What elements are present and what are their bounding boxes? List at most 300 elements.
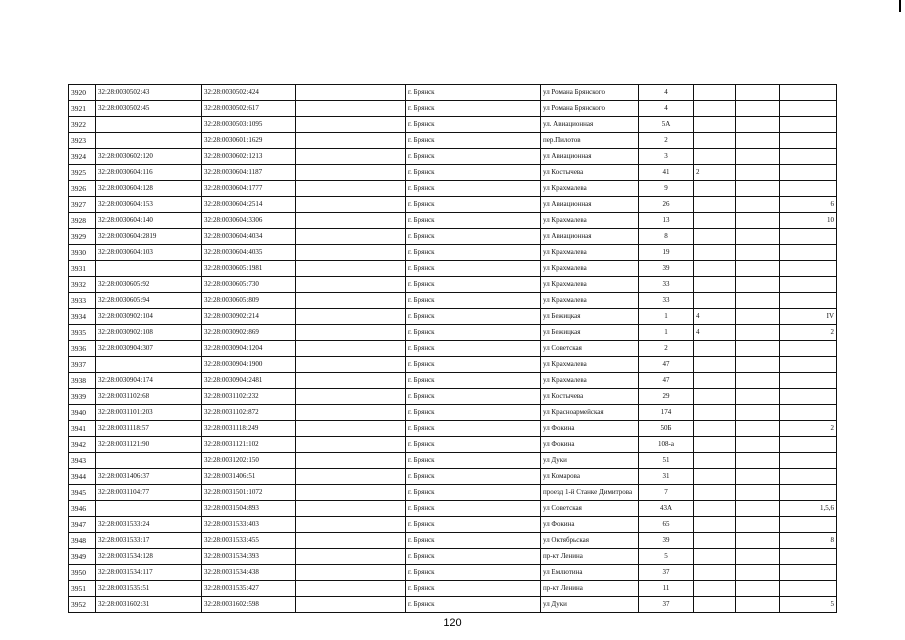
- house-number-cell: 4: [639, 101, 694, 117]
- room-cell: 6: [780, 197, 837, 213]
- row-number: 3923: [69, 133, 96, 149]
- street-cell: ул Крахмалева: [541, 277, 639, 293]
- apartment-cell: [736, 437, 780, 453]
- house-number-cell: 47: [639, 357, 694, 373]
- row-number: 3924: [69, 149, 96, 165]
- city-cell: г. Брянск: [406, 261, 541, 277]
- cadastral-number-building: 32:28:0030601:1629: [202, 133, 296, 149]
- house-number-cell: 11: [639, 581, 694, 597]
- blank-cell: [296, 325, 406, 341]
- city-cell: г. Брянск: [406, 245, 541, 261]
- row-number: 3943: [69, 453, 96, 469]
- city-cell: г. Брянск: [406, 213, 541, 229]
- street-cell: пр-кт Ленина: [541, 581, 639, 597]
- row-number: 3929: [69, 229, 96, 245]
- table-row: [69, 245, 837, 261]
- blank-cell: [296, 389, 406, 405]
- cadastral-number-land: 32:28:0031533:17: [96, 533, 202, 549]
- row-number: 3937: [69, 357, 96, 373]
- room-cell: IV: [780, 309, 837, 325]
- cadastral-number-land: [96, 133, 202, 149]
- apartment-cell: [736, 117, 780, 133]
- street-cell: ул Авиационная: [541, 149, 639, 165]
- house-number-cell: 8: [639, 229, 694, 245]
- row-number: 3938: [69, 373, 96, 389]
- city-cell: г. Брянск: [406, 517, 541, 533]
- room-cell: [780, 373, 837, 389]
- apartment-cell: [736, 213, 780, 229]
- house-number-cell: 43А: [639, 501, 694, 517]
- apartment-cell: [736, 293, 780, 309]
- cadastral-number-land: 32:28:0031101:203: [96, 405, 202, 421]
- apartment-cell: [736, 197, 780, 213]
- apartment-cell: [736, 341, 780, 357]
- city-cell: г. Брянск: [406, 565, 541, 581]
- blank-cell: [296, 213, 406, 229]
- street-cell: ул Емлютина: [541, 565, 639, 581]
- apartment-cell: [736, 389, 780, 405]
- house-number-cell: 29: [639, 389, 694, 405]
- street-cell: ул Костычева: [541, 165, 639, 181]
- house-number-cell: 41: [639, 165, 694, 181]
- row-number: 3925: [69, 165, 96, 181]
- table-row: [69, 85, 837, 101]
- building-cell: [694, 485, 736, 501]
- cadastral-number-land: 32:28:0030604:116: [96, 165, 202, 181]
- cadastral-number-building: 32:28:0031534:438: [202, 565, 296, 581]
- room-cell: [780, 277, 837, 293]
- apartment-cell: [736, 373, 780, 389]
- street-cell: ул Фокина: [541, 517, 639, 533]
- street-cell: ул Комарова: [541, 469, 639, 485]
- house-number-cell: 13: [639, 213, 694, 229]
- cadastral-number-land: 32:28:0031118:57: [96, 421, 202, 437]
- table-row: [69, 117, 837, 133]
- table-row: [69, 277, 837, 293]
- cadastral-number-land: 32:28:0030904:174: [96, 373, 202, 389]
- apartment-cell: [736, 485, 780, 501]
- city-cell: г. Брянск: [406, 533, 541, 549]
- house-number-cell: 33: [639, 293, 694, 309]
- cadastral-number-land: 32:28:0031533:24: [96, 517, 202, 533]
- house-number-cell: 5А: [639, 117, 694, 133]
- city-cell: г. Брянск: [406, 485, 541, 501]
- room-cell: [780, 261, 837, 277]
- room-cell: 10: [780, 213, 837, 229]
- cadastral-number-land: 32:28:0031121:90: [96, 437, 202, 453]
- cadastral-number-building: 32:28:0030604:4035: [202, 245, 296, 261]
- blank-cell: [296, 181, 406, 197]
- street-cell: ул Октябрьская: [541, 533, 639, 549]
- building-cell: [694, 181, 736, 197]
- row-number: 3942: [69, 437, 96, 453]
- apartment-cell: [736, 581, 780, 597]
- blank-cell: [296, 405, 406, 421]
- cadastral-number-building: 32:28:0031102:232: [202, 389, 296, 405]
- blank-cell: [296, 501, 406, 517]
- cadastral-number-land: 32:28:0030902:104: [96, 309, 202, 325]
- street-cell: ул. Авиационная: [541, 117, 639, 133]
- row-number: 3946: [69, 501, 96, 517]
- row-number: 3922: [69, 117, 96, 133]
- cadastral-number-land: 32:28:0030604:153: [96, 197, 202, 213]
- city-cell: г. Брянск: [406, 181, 541, 197]
- city-cell: г. Брянск: [406, 581, 541, 597]
- cadastral-number-building: 32:28:0030904:2481: [202, 373, 296, 389]
- row-number: 3932: [69, 277, 96, 293]
- house-number-cell: 4: [639, 85, 694, 101]
- room-cell: [780, 453, 837, 469]
- page-number: 120: [443, 617, 462, 629]
- table-row: [69, 229, 837, 245]
- table-row: [69, 261, 837, 277]
- row-number: 3950: [69, 565, 96, 581]
- building-cell: [694, 517, 736, 533]
- apartment-cell: [736, 549, 780, 565]
- blank-cell: [296, 85, 406, 101]
- row-number: 3920: [69, 85, 96, 101]
- house-number-cell: 2: [639, 133, 694, 149]
- row-number: 3934: [69, 309, 96, 325]
- table-row: [69, 181, 837, 197]
- cadastral-number-land: 32:28:0030604:103: [96, 245, 202, 261]
- city-cell: г. Брянск: [406, 373, 541, 389]
- city-cell: г. Брянск: [406, 341, 541, 357]
- cadastral-number-land: 32:28:0030605:94: [96, 293, 202, 309]
- cadastral-number-land: 32:28:0030605:92: [96, 277, 202, 293]
- house-number-cell: 2: [639, 341, 694, 357]
- room-cell: [780, 357, 837, 373]
- street-cell: ул Авиационная: [541, 229, 639, 245]
- row-number: 3948: [69, 533, 96, 549]
- city-cell: г. Брянск: [406, 309, 541, 325]
- table-row: [69, 357, 837, 373]
- apartment-cell: [736, 357, 780, 373]
- cadastral-number-building: 32:28:0030904:1900: [202, 357, 296, 373]
- street-cell: пер.Пилотов: [541, 133, 639, 149]
- street-cell: ул Авиационная: [541, 197, 639, 213]
- room-cell: [780, 549, 837, 565]
- room-cell: [780, 469, 837, 485]
- register-rows: [69, 85, 837, 613]
- house-number-cell: 3: [639, 149, 694, 165]
- cadastral-number-land: 32:28:0030502:45: [96, 101, 202, 117]
- building-cell: [694, 261, 736, 277]
- cadastral-number-building: 32:28:0030605:1981: [202, 261, 296, 277]
- table-row: [69, 517, 837, 533]
- cadastral-number-building: 32:28:0030604:2514: [202, 197, 296, 213]
- row-number: 3931: [69, 261, 96, 277]
- building-cell: [694, 405, 736, 421]
- city-cell: г. Брянск: [406, 549, 541, 565]
- house-number-cell: 19: [639, 245, 694, 261]
- room-cell: 2: [780, 421, 837, 437]
- city-cell: г. Брянск: [406, 197, 541, 213]
- blank-cell: [296, 245, 406, 261]
- building-cell: [694, 101, 736, 117]
- building-cell: [694, 549, 736, 565]
- city-cell: г. Брянск: [406, 437, 541, 453]
- blank-cell: [296, 453, 406, 469]
- street-cell: ул Фокина: [541, 437, 639, 453]
- table-row: [69, 325, 837, 341]
- room-cell: 8: [780, 533, 837, 549]
- cadastral-number-land: 32:28:0030602:120: [96, 149, 202, 165]
- blank-cell: [296, 357, 406, 373]
- cadastral-number-building: 32:28:0031406:51: [202, 469, 296, 485]
- street-cell: ул Советская: [541, 341, 639, 357]
- city-cell: г. Брянск: [406, 325, 541, 341]
- row-number: 3945: [69, 485, 96, 501]
- cadastral-number-land: [96, 357, 202, 373]
- row-number: 3936: [69, 341, 96, 357]
- street-cell: ул Крахмалева: [541, 357, 639, 373]
- table-row: [69, 389, 837, 405]
- room-cell: 2: [780, 325, 837, 341]
- room-cell: [780, 149, 837, 165]
- house-number-cell: 174: [639, 405, 694, 421]
- table-row: [69, 453, 837, 469]
- blank-cell: [296, 277, 406, 293]
- apartment-cell: [736, 229, 780, 245]
- blank-cell: [296, 117, 406, 133]
- street-cell: ул Крахмалева: [541, 245, 639, 261]
- city-cell: г. Брянск: [406, 469, 541, 485]
- street-cell: ул Крахмалева: [541, 213, 639, 229]
- row-number: 3947: [69, 517, 96, 533]
- blank-cell: [296, 549, 406, 565]
- cadastral-number-building: 32:28:0031504:893: [202, 501, 296, 517]
- blank-cell: [296, 469, 406, 485]
- table-row: [69, 149, 837, 165]
- city-cell: г. Брянск: [406, 293, 541, 309]
- table-row: [69, 165, 837, 181]
- row-number: 3921: [69, 101, 96, 117]
- street-cell: ул Советская: [541, 501, 639, 517]
- table-row: [69, 421, 837, 437]
- apartment-cell: [736, 469, 780, 485]
- cadastral-number-building: 32:28:0030502:424: [202, 85, 296, 101]
- cadastral-number-building: 32:28:0031533:455: [202, 533, 296, 549]
- cadastral-number-building: 32:28:0030904:1204: [202, 341, 296, 357]
- apartment-cell: [736, 405, 780, 421]
- blank-cell: [296, 197, 406, 213]
- apartment-cell: [736, 565, 780, 581]
- row-number: 3935: [69, 325, 96, 341]
- row-number: 3944: [69, 469, 96, 485]
- table-row: [69, 469, 837, 485]
- room-cell: [780, 165, 837, 181]
- building-cell: [694, 85, 736, 101]
- building-cell: 4: [694, 309, 736, 325]
- apartment-cell: [736, 533, 780, 549]
- building-cell: [694, 149, 736, 165]
- house-number-cell: 108-а: [639, 437, 694, 453]
- row-number: 3952: [69, 597, 96, 613]
- street-cell: ул Крахмалева: [541, 293, 639, 309]
- cadastral-number-land: 32:28:0030604:128: [96, 181, 202, 197]
- room-cell: [780, 245, 837, 261]
- blank-cell: [296, 309, 406, 325]
- cadastral-number-building: 32:28:0030605:730: [202, 277, 296, 293]
- apartment-cell: [736, 421, 780, 437]
- blank-cell: [296, 133, 406, 149]
- blank-cell: [296, 101, 406, 117]
- table-row: [69, 501, 837, 517]
- cadastral-number-building: 32:28:0030604:1777: [202, 181, 296, 197]
- cadastral-number-land: [96, 453, 202, 469]
- table-row: [69, 485, 837, 501]
- row-number: 3939: [69, 389, 96, 405]
- street-cell: ул Крахмалева: [541, 373, 639, 389]
- cadastral-number-building: 32:28:0030604:3306: [202, 213, 296, 229]
- house-number-cell: 33: [639, 277, 694, 293]
- street-cell: ул Крахмалева: [541, 181, 639, 197]
- building-cell: 4: [694, 325, 736, 341]
- apartment-cell: [736, 517, 780, 533]
- blank-cell: [296, 421, 406, 437]
- building-cell: [694, 357, 736, 373]
- table-row: [69, 309, 837, 325]
- house-number-cell: 47: [639, 373, 694, 389]
- cadastral-number-land: [96, 501, 202, 517]
- building-cell: [694, 565, 736, 581]
- row-number: 3928: [69, 213, 96, 229]
- table-row: [69, 101, 837, 117]
- apartment-cell: [736, 597, 780, 613]
- building-cell: [694, 437, 736, 453]
- table-row: [69, 437, 837, 453]
- table-row: [69, 581, 837, 597]
- building-cell: [694, 597, 736, 613]
- room-cell: [780, 581, 837, 597]
- city-cell: г. Брянск: [406, 597, 541, 613]
- house-number-cell: 1: [639, 309, 694, 325]
- room-cell: [780, 485, 837, 501]
- apartment-cell: [736, 101, 780, 117]
- city-cell: г. Брянск: [406, 85, 541, 101]
- building-cell: [694, 469, 736, 485]
- room-cell: 1,5,6: [780, 501, 837, 517]
- room-cell: [780, 101, 837, 117]
- room-cell: [780, 181, 837, 197]
- apartment-cell: [736, 325, 780, 341]
- city-cell: г. Брянск: [406, 405, 541, 421]
- house-number-cell: 26: [639, 197, 694, 213]
- room-cell: 5: [780, 597, 837, 613]
- cadastral-number-building: 32:28:0031121:102: [202, 437, 296, 453]
- room-cell: [780, 341, 837, 357]
- table-row: [69, 133, 837, 149]
- cadastral-number-land: 32:28:0031534:117: [96, 565, 202, 581]
- city-cell: г. Брянск: [406, 389, 541, 405]
- table-row: [69, 373, 837, 389]
- building-cell: 2: [694, 165, 736, 181]
- street-cell: пр-кт Ленина: [541, 549, 639, 565]
- blank-cell: [296, 485, 406, 501]
- city-cell: г. Брянск: [406, 229, 541, 245]
- cadastral-number-building: 32:28:0031202:150: [202, 453, 296, 469]
- cadastral-number-building: 32:28:0030604:1187: [202, 165, 296, 181]
- cadastral-number-building: 32:28:0031535:427: [202, 581, 296, 597]
- cadastral-number-building: 32:28:0030602:1213: [202, 149, 296, 165]
- apartment-cell: [736, 277, 780, 293]
- cadastral-number-land: 32:28:0030604:2819: [96, 229, 202, 245]
- cadastral-number-land: 32:28:0030604:140: [96, 213, 202, 229]
- table-row: [69, 597, 837, 613]
- street-cell: ул Дуки: [541, 453, 639, 469]
- apartment-cell: [736, 85, 780, 101]
- city-cell: г. Брянск: [406, 421, 541, 437]
- blank-cell: [296, 261, 406, 277]
- building-cell: [694, 133, 736, 149]
- apartment-cell: [736, 309, 780, 325]
- room-cell: [780, 517, 837, 533]
- building-cell: [694, 293, 736, 309]
- street-cell: ул Крахмалева: [541, 261, 639, 277]
- room-cell: [780, 133, 837, 149]
- row-number: 3930: [69, 245, 96, 261]
- apartment-cell: [736, 501, 780, 517]
- cadastral-number-building: 32:28:0031102:872: [202, 405, 296, 421]
- building-cell: [694, 197, 736, 213]
- cadastral-number-building: 32:28:0030902:869: [202, 325, 296, 341]
- house-number-cell: 50Б: [639, 421, 694, 437]
- blank-cell: [296, 581, 406, 597]
- cadastral-number-building: 32:28:0031501:1072: [202, 485, 296, 501]
- table-row: [69, 565, 837, 581]
- table-row: [69, 213, 837, 229]
- city-cell: г. Брянск: [406, 149, 541, 165]
- cadastral-number-land: 32:28:0030904:307: [96, 341, 202, 357]
- blank-cell: [296, 597, 406, 613]
- cadastral-number-land: 32:28:0031406:37: [96, 469, 202, 485]
- table-row: [69, 341, 837, 357]
- blank-cell: [296, 149, 406, 165]
- cadastral-number-building: 32:28:0031533:403: [202, 517, 296, 533]
- building-cell: [694, 453, 736, 469]
- blank-cell: [296, 533, 406, 549]
- house-number-cell: 65: [639, 517, 694, 533]
- building-cell: [694, 533, 736, 549]
- blank-cell: [296, 341, 406, 357]
- row-number: 3926: [69, 181, 96, 197]
- building-cell: [694, 373, 736, 389]
- row-number: 3949: [69, 549, 96, 565]
- house-number-cell: 1: [639, 325, 694, 341]
- apartment-cell: [736, 261, 780, 277]
- building-cell: [694, 213, 736, 229]
- room-cell: [780, 565, 837, 581]
- blank-cell: [296, 229, 406, 245]
- street-cell: ул Дуки: [541, 597, 639, 613]
- building-cell: [694, 341, 736, 357]
- street-cell: ул Костычева: [541, 389, 639, 405]
- cadastral-number-building: 32:28:0030503:1095: [202, 117, 296, 133]
- city-cell: г. Брянск: [406, 277, 541, 293]
- apartment-cell: [736, 165, 780, 181]
- city-cell: г. Брянск: [406, 453, 541, 469]
- blank-cell: [296, 437, 406, 453]
- street-cell: ул Романа Брянского: [541, 101, 639, 117]
- building-cell: [694, 389, 736, 405]
- cadastral-number-land: [96, 117, 202, 133]
- building-cell: [694, 581, 736, 597]
- building-cell: [694, 501, 736, 517]
- city-cell: г. Брянск: [406, 501, 541, 517]
- apartment-cell: [736, 133, 780, 149]
- blank-cell: [296, 565, 406, 581]
